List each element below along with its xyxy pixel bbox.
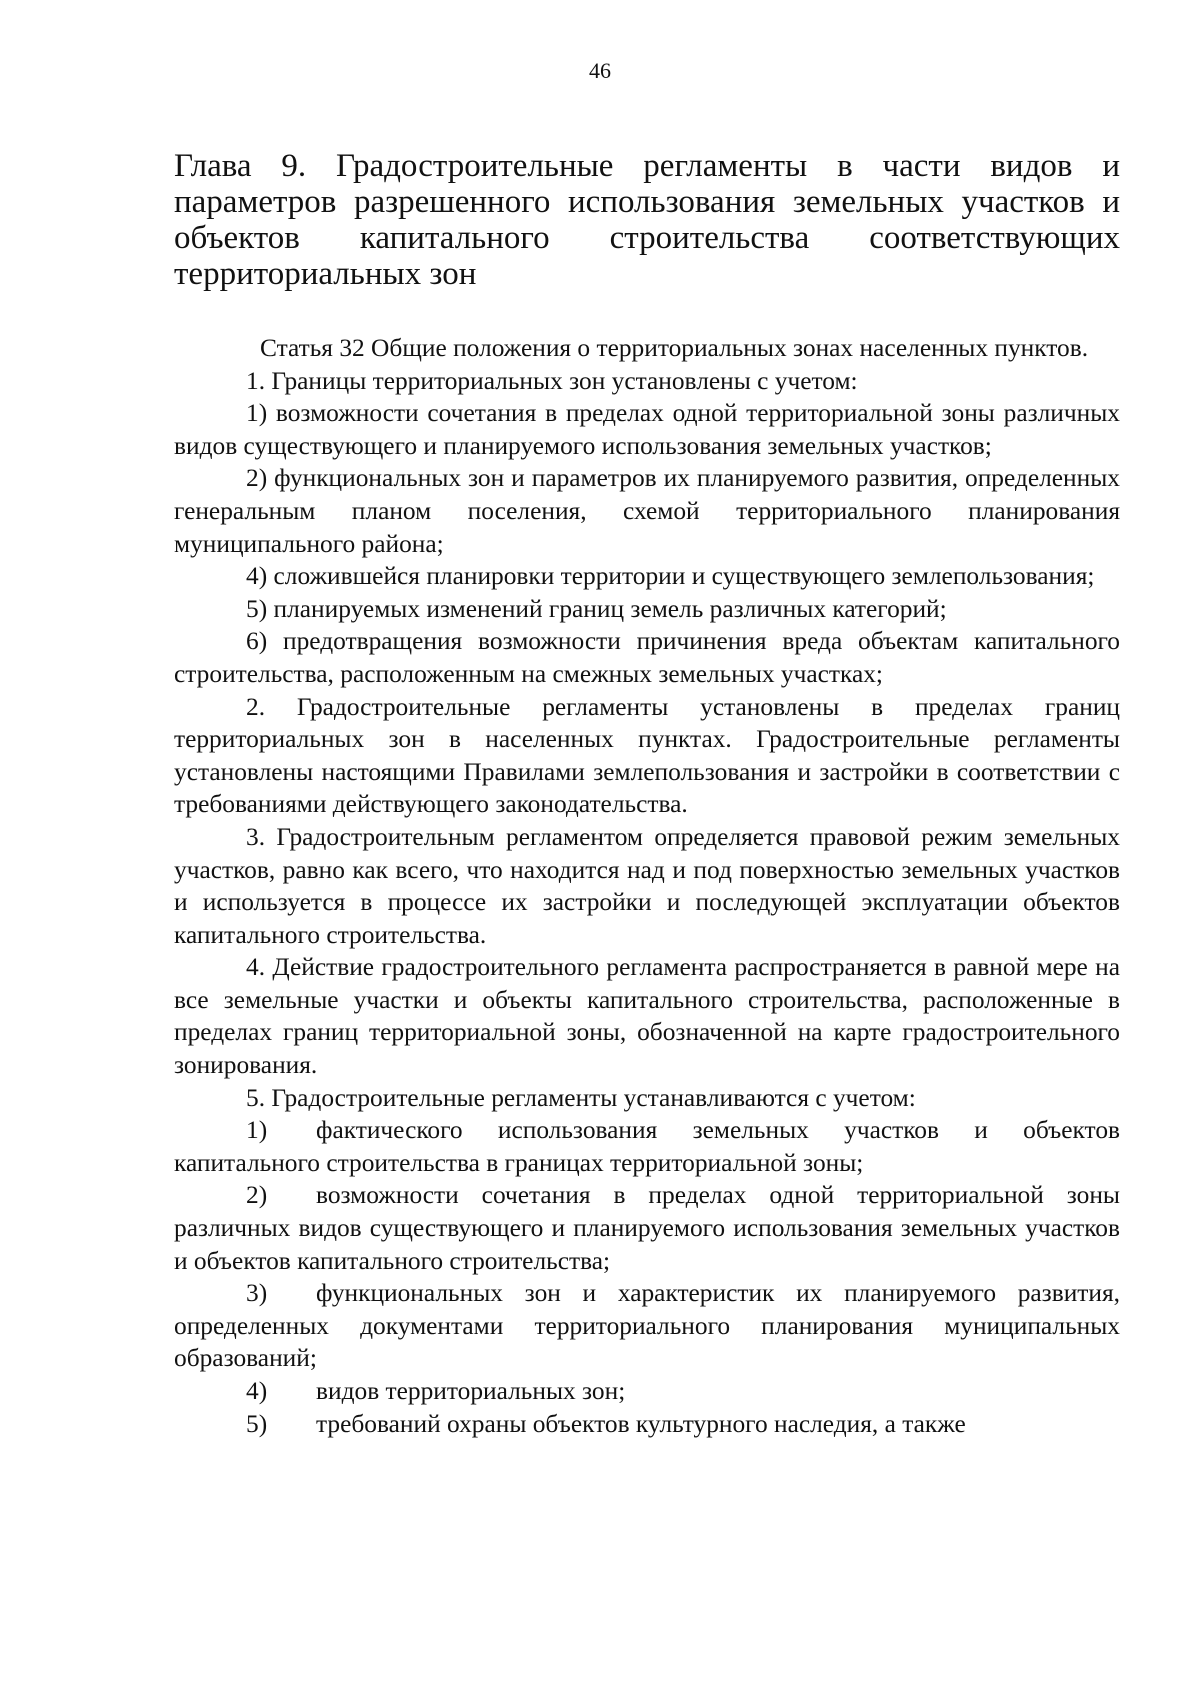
document-body <box>174 332 1120 1440</box>
chapter-title: Глава 9. Градостроительные регламенты в части видов и параметров разрешенного использования земельных участков и объектов капитального строительства соответствующих территориальных зон <box>174 148 1120 292</box>
paragraph-1-item-5: 5) планируемых изменений границ земель различных категорий; <box>246 594 947 623</box>
paragraph-5-item <box>174 1179 1120 1277</box>
paragraph-3: 3. Градостроительным регламентом определяется правовой режим земельных участков, равно как всего, что находится над и под поверхностью земельных участков и используется в процессе их застройки и последующей эксплуатации объектов капитального строительства. <box>174 822 1120 949</box>
item-text: возможности сочетания в пределах одной территориальной зоны различных видов существующего и планируемого использования земельных участков и объектов капитального строительства; <box>174 1181 1120 1275</box>
item-number: 5) <box>246 1409 268 1438</box>
paragraph-1-item-4: 4) сложившейся планировки территории и существующего землепользования; <box>246 562 1095 591</box>
paragraph-1-item-6: 6) предотвращения возможности причинения вреда объектам капитального строительства, расположенным на смежных земельных участках; <box>174 627 1120 688</box>
item-text: требований охраны объектов культурного наследия, а также <box>316 1409 966 1438</box>
item-text: видов территориальных зон; <box>316 1377 626 1405</box>
paragraph-2: 2. Градостроительные регламенты установлены в пределах границ территориальных зон в населенных пунктах. Градостроительные регламенты установлены настоящими Правилами землепользования и застройки в соответствии с требованиями действующего законодательства. <box>174 692 1120 819</box>
page-number: 46 <box>589 58 611 83</box>
paragraph-5-item <box>174 1408 1120 1441</box>
item-text: функциональных зон и характеристик их планируемого развития, определенных документами территориального планирования муниципальных образований; <box>174 1279 1120 1373</box>
item-number: 4) <box>246 1377 268 1405</box>
paragraph-5-item <box>174 1114 1120 1179</box>
article-title: Статья 32 Общие положения о территориальных зонах населенных пунктов. <box>260 334 1089 362</box>
paragraph-5-item <box>174 1375 1120 1408</box>
paragraph-5-intro: 5. Градостроительные регламенты устанавливаются с учетом: <box>246 1083 916 1112</box>
paragraph-4: 4. Действие градостроительного регламента распространяется в равной мере на все земельные участки и объекты капитального строительства, расположенные в пределах границ территориальной зоны, обозначенной на карте градостроительного зонирования. <box>174 953 1120 1080</box>
paragraph-1-item-1: 1) возможности сочетания в пределах одной территориальной зоны различных видов существующего и планируемого использования земельных участков; <box>174 399 1120 460</box>
paragraph-1-intro: 1. Границы территориальных зон установлены с учетом: <box>246 366 858 395</box>
item-number: 1) <box>246 1116 268 1145</box>
item-number: 3) <box>246 1279 268 1308</box>
item-number: 2) <box>246 1181 268 1210</box>
item-text: фактического использования земельных участков и объектов капитального строительства в границах территориальной зоны; <box>174 1116 1120 1177</box>
paragraph-5-item <box>174 1277 1120 1375</box>
paragraph-1-item-2: 2) функциональных зон и параметров их планируемого развития, определенных генеральным планом поселения, схемой территориального планирования муниципального района; <box>174 464 1120 558</box>
